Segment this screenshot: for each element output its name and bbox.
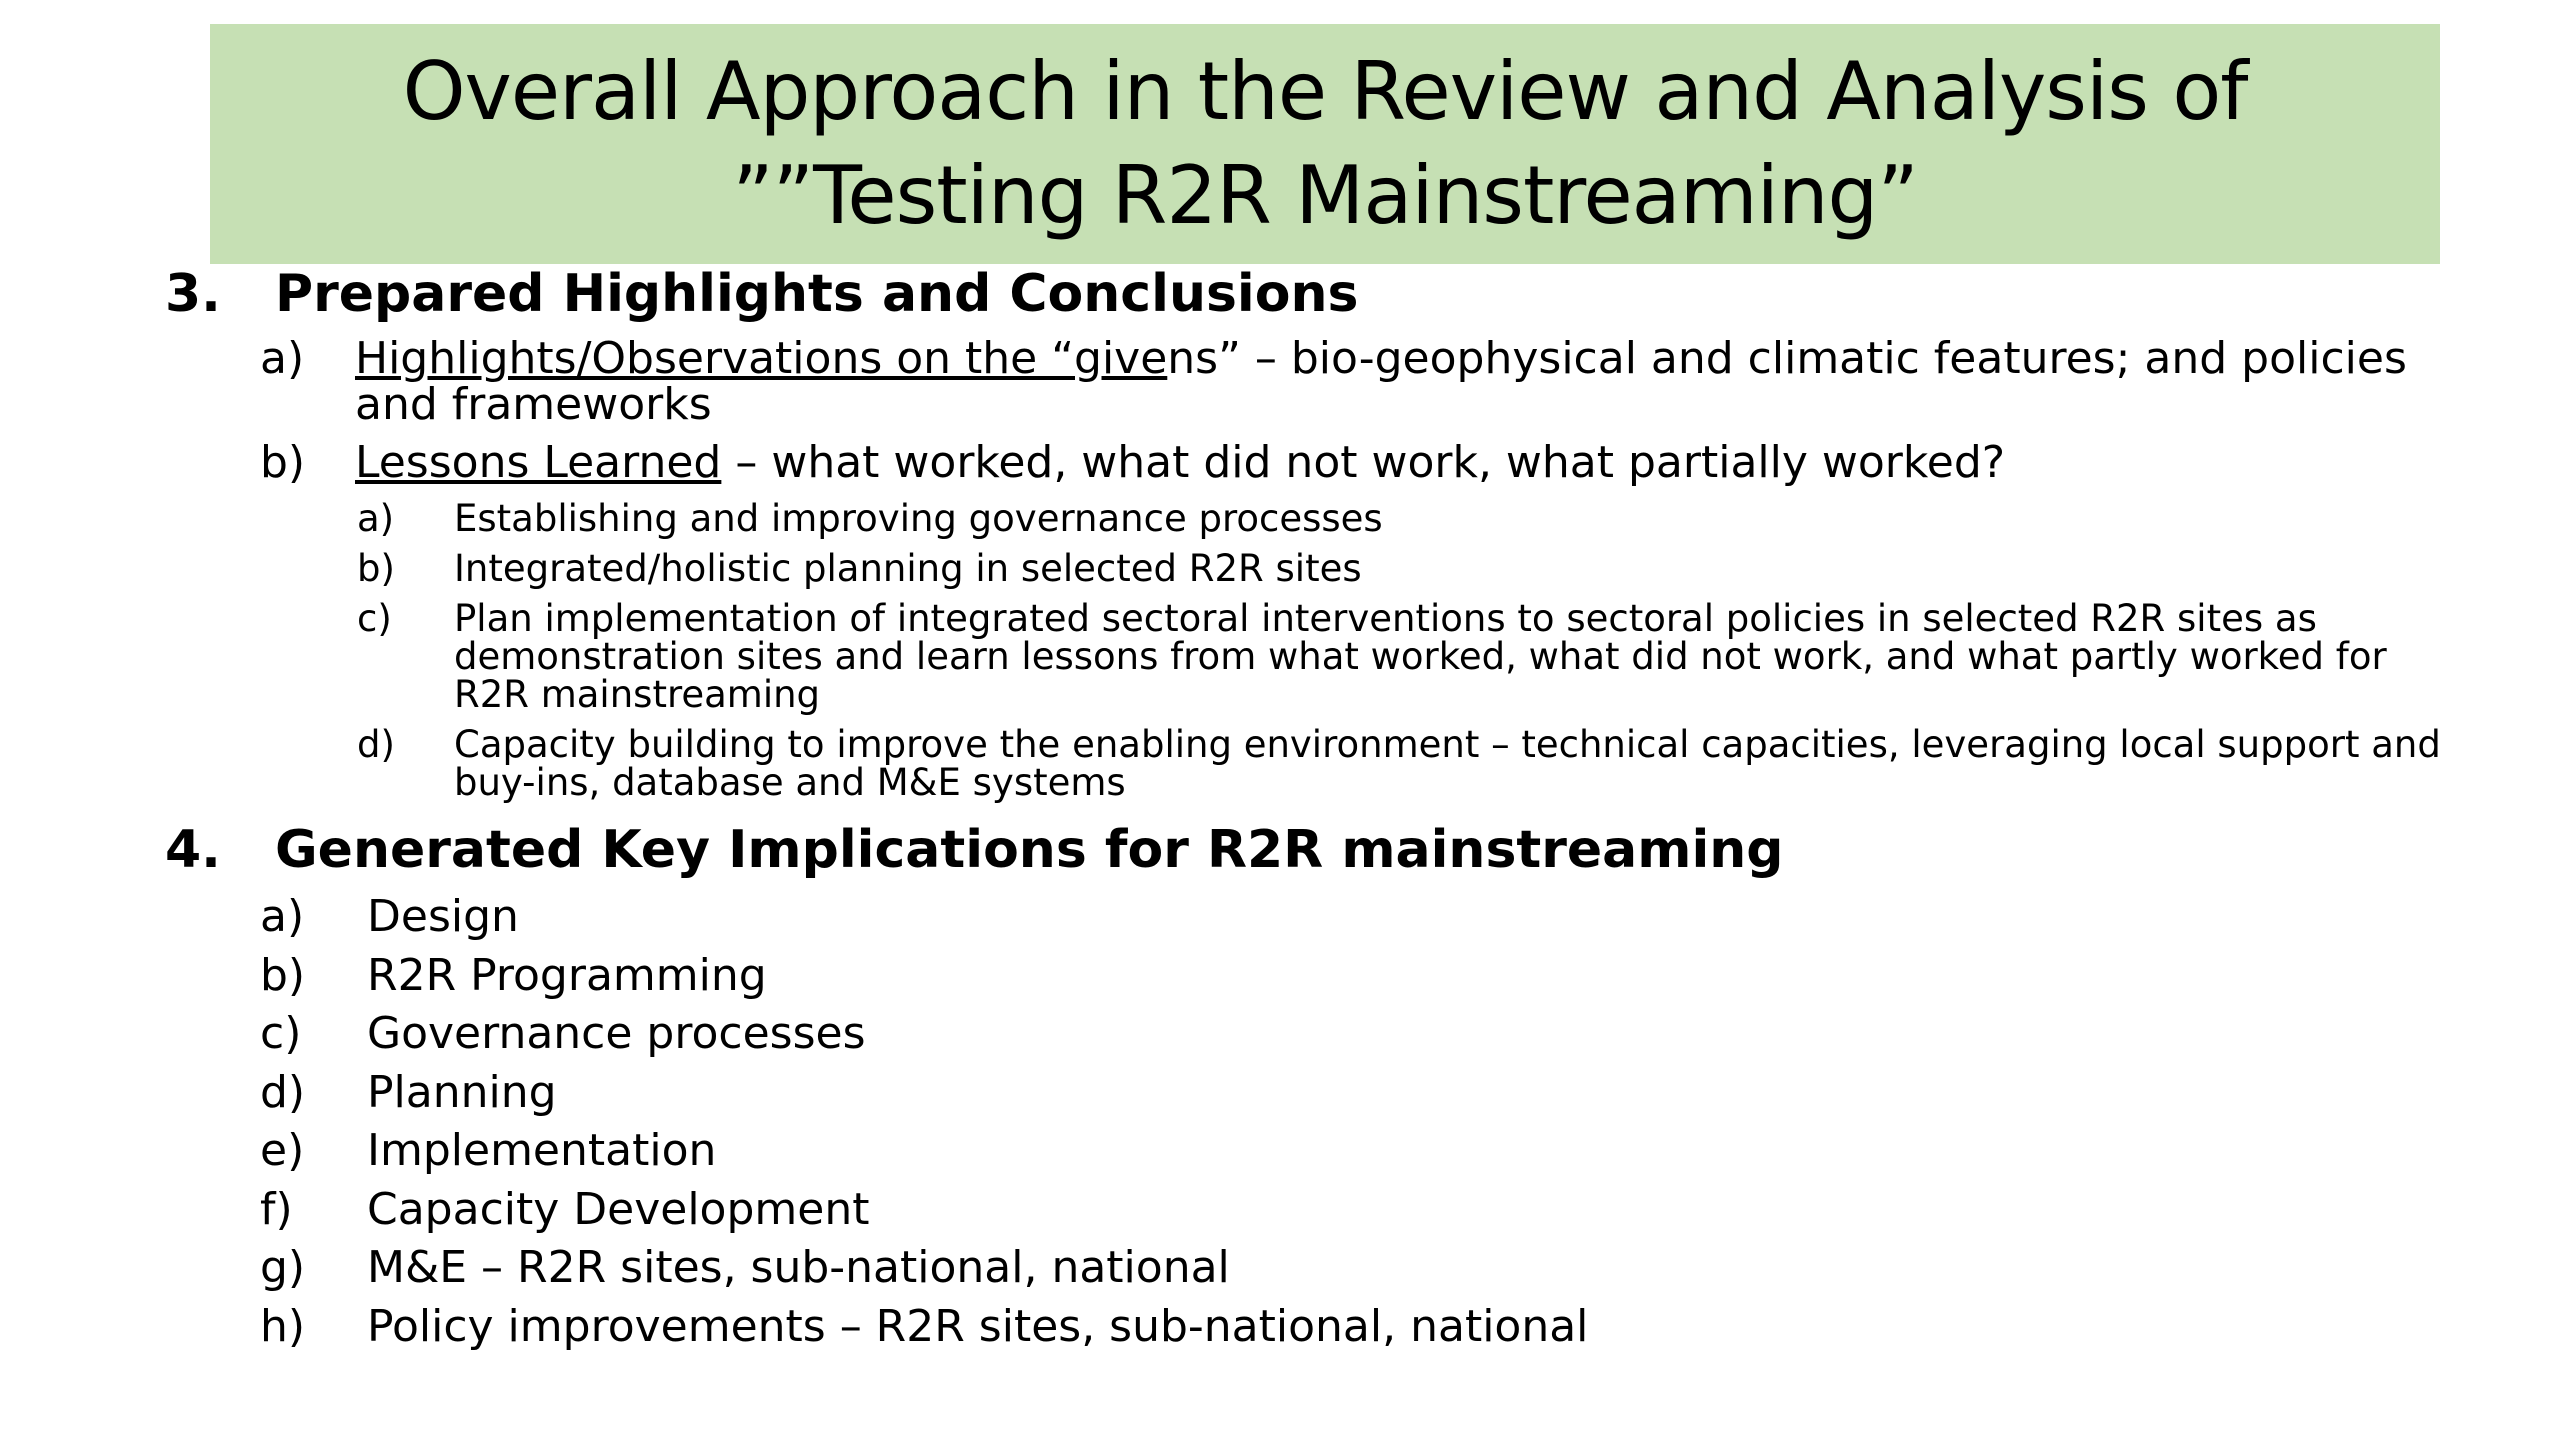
item-text <box>355 437 2445 488</box>
item-text: Planning <box>367 1066 557 1118</box>
sub-item-label: a) <box>357 497 395 540</box>
slide-body <box>165 262 2445 1356</box>
section-4-heading <box>165 818 2445 882</box>
item-label: a) <box>260 891 305 942</box>
section-4-item <box>165 1005 2445 1064</box>
sub-item-text: Plan implementation of integrated sectoral interventions to sectoral policies in selected R2R sites as demonstration sites and learn lessons from what worked, what did not work, and what partly worked for R2R mainstreaming <box>454 597 2387 716</box>
section-4-item <box>165 1122 2445 1181</box>
section-3-item-a <box>165 333 2445 430</box>
section-4-title: Generated Key Implications for R2R mainstreaming <box>275 820 1784 880</box>
item-label: b) <box>260 437 306 488</box>
section-3-number: 3. <box>165 264 221 324</box>
sub-item-b <box>165 547 2445 590</box>
item-label: d) <box>260 1066 306 1118</box>
sub-item-label: b) <box>357 547 395 590</box>
item-text: R2R Programming <box>367 949 767 1001</box>
item-label: c) <box>260 1008 302 1059</box>
section-3-item-b <box>165 437 2445 488</box>
underlined-text: Highlights/Observations on the “give <box>355 333 1168 384</box>
section-4-item <box>165 888 2445 947</box>
section-4-item <box>165 1064 2445 1123</box>
sub-item-label: c) <box>357 597 392 640</box>
sub-item-text: Integrated/holistic planning in selected R2R sites <box>454 547 1362 590</box>
item-text: Policy improvements – R2R sites, sub-national, national <box>367 1300 1589 1352</box>
item-text: Implementation <box>367 1125 717 1176</box>
sub-item-text: Capacity building to improve the enabling environment – technical capacities, leveraging local support and buy-ins, database and M&E systems <box>454 723 2441 804</box>
item-label: g) <box>260 1242 306 1293</box>
sub-item-d <box>165 723 2445 804</box>
section-4-item <box>165 947 2445 1006</box>
title-banner <box>210 24 2440 264</box>
section-4-number: 4. <box>165 820 221 880</box>
sub-item-c <box>165 597 2445 716</box>
sub-item-text: Establishing and improving governance processes <box>454 497 1383 540</box>
item-text: Design <box>367 891 519 942</box>
item-label: f) <box>260 1183 293 1235</box>
underlined-text: Lessons Learned <box>355 437 722 488</box>
section-4-item <box>165 1298 2445 1357</box>
slide-title-line-2: ””Testing R2R Mainstreaming” <box>732 149 1918 242</box>
section-4-item <box>165 1239 2445 1298</box>
section-3-heading <box>165 262 2445 326</box>
item-label: e) <box>260 1125 305 1176</box>
item-label: b) <box>260 949 306 1001</box>
sub-item-label: d) <box>357 723 395 766</box>
section-3-title: Prepared Highlights and Conclusions <box>275 264 1359 324</box>
slide-title-line-1: Overall Approach in the Review and Analysis of <box>402 45 2248 138</box>
item-label: h) <box>260 1300 306 1352</box>
item-label: a) <box>260 333 305 384</box>
item-text: Governance processes <box>367 1008 866 1059</box>
item-rest-text: ns” – bio-geophysical and climatic features; and policies and frameworks <box>355 333 2407 430</box>
item-rest-text: – what worked, what did not work, what partially worked? <box>721 437 2006 488</box>
sub-item-a <box>165 497 2445 540</box>
item-text <box>355 333 2445 430</box>
section-4-item <box>165 1181 2445 1240</box>
item-text: Capacity Development <box>367 1183 870 1235</box>
item-text: M&E – R2R sites, sub-national, national <box>367 1242 1230 1293</box>
